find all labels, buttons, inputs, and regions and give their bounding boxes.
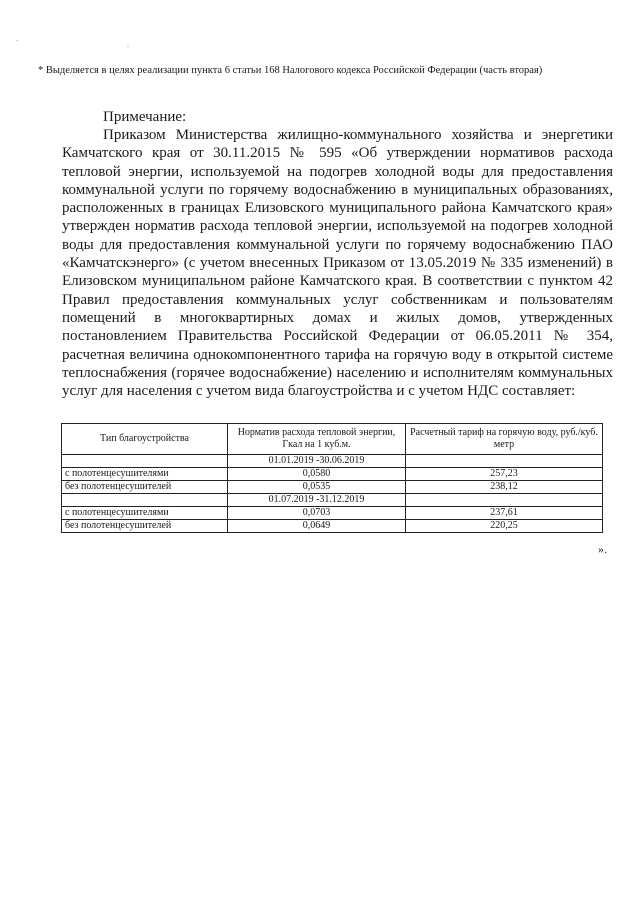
tariff-cell: 220,25: [406, 520, 603, 533]
scan-mark: .: [127, 40, 129, 49]
scan-mark: .: [16, 34, 18, 43]
period-row: [62, 494, 603, 507]
tariff-cell: 237,61: [406, 507, 603, 520]
period-label: 01.01.2019 -30.06.2019: [228, 455, 406, 468]
norm-cell: 0,0649: [228, 520, 406, 533]
tariff-table: [61, 423, 603, 533]
header-cell: Расчетный тариф на горячую воду, руб./куб. метр: [406, 424, 603, 455]
period-label: 01.07.2019 -31.12.2019: [228, 494, 406, 507]
type-cell: с полотенцесушителями: [62, 507, 228, 520]
note-body: Приказом Министерства жилищно-коммунального хозяйства и энергетики Камчатского края от 30.11.2015 № 595 «Об утверждении нормативов расхода тепловой энергии, используемой на подогрев холодной воды для предоставления коммунальной услуги по горячему водоснабжению в муниципальных образованиях, расположенных в границах Елизовского муниципального района Камчатского края» утвержден норматив расхода тепловой энергии, используемой на подогрев холодной воды для предоставления коммунальной услуги по горячему водоснабжению ПАО «Камчатскэнерго» (с учетом внесенных Приказом от 13.05.2019 № 335 изменений) в Елизовском муниципальном районе Камчатского края. В соответствии с пунктом 42 Правил предоставления коммунальных услуг собственникам и пользователям помещений в многоквартирных домах и жилых домов, утвержденных постановлением Правительства Российской Федерации от 06.05.2011 № 354, расчетная величина однокомпонентного тарифа на горячую воду в открытой системе теплоснабжения (горячее водоснабжение) населению и исполнителям коммунальных услуг для населения с учетом вида благоустройства и с учетом НДС составляет:: [62, 127, 613, 400]
footnote: * Выделяется в целях реализации пункта 6 статьи 168 Налогового кодекса Российской Федерации (часть вторая): [38, 65, 543, 76]
table-row: [62, 520, 603, 533]
header-cell: Норматив расхода тепловой энергии, Гкал на 1 куб.м.: [228, 424, 406, 455]
table-row: [62, 481, 603, 494]
header-cell: Тип благоустройства: [62, 424, 228, 455]
table-row: [62, 468, 603, 481]
table-row: [62, 507, 603, 520]
table-header-row: [62, 424, 603, 455]
closing-quote: ».: [598, 542, 607, 556]
norm-cell: 0,0703: [228, 507, 406, 520]
type-cell: без полотенцесушителей: [62, 481, 228, 494]
norm-cell: 0,0580: [228, 468, 406, 481]
tariff-cell: 257,23: [406, 468, 603, 481]
period-row: [62, 455, 603, 468]
note-title: Примечание:: [103, 109, 187, 125]
type-cell: с полотенцесушителями: [62, 468, 228, 481]
norm-cell: 0,0535: [228, 481, 406, 494]
type-cell: без полотенцесушителей: [62, 520, 228, 533]
tariff-cell: 238,12: [406, 481, 603, 494]
